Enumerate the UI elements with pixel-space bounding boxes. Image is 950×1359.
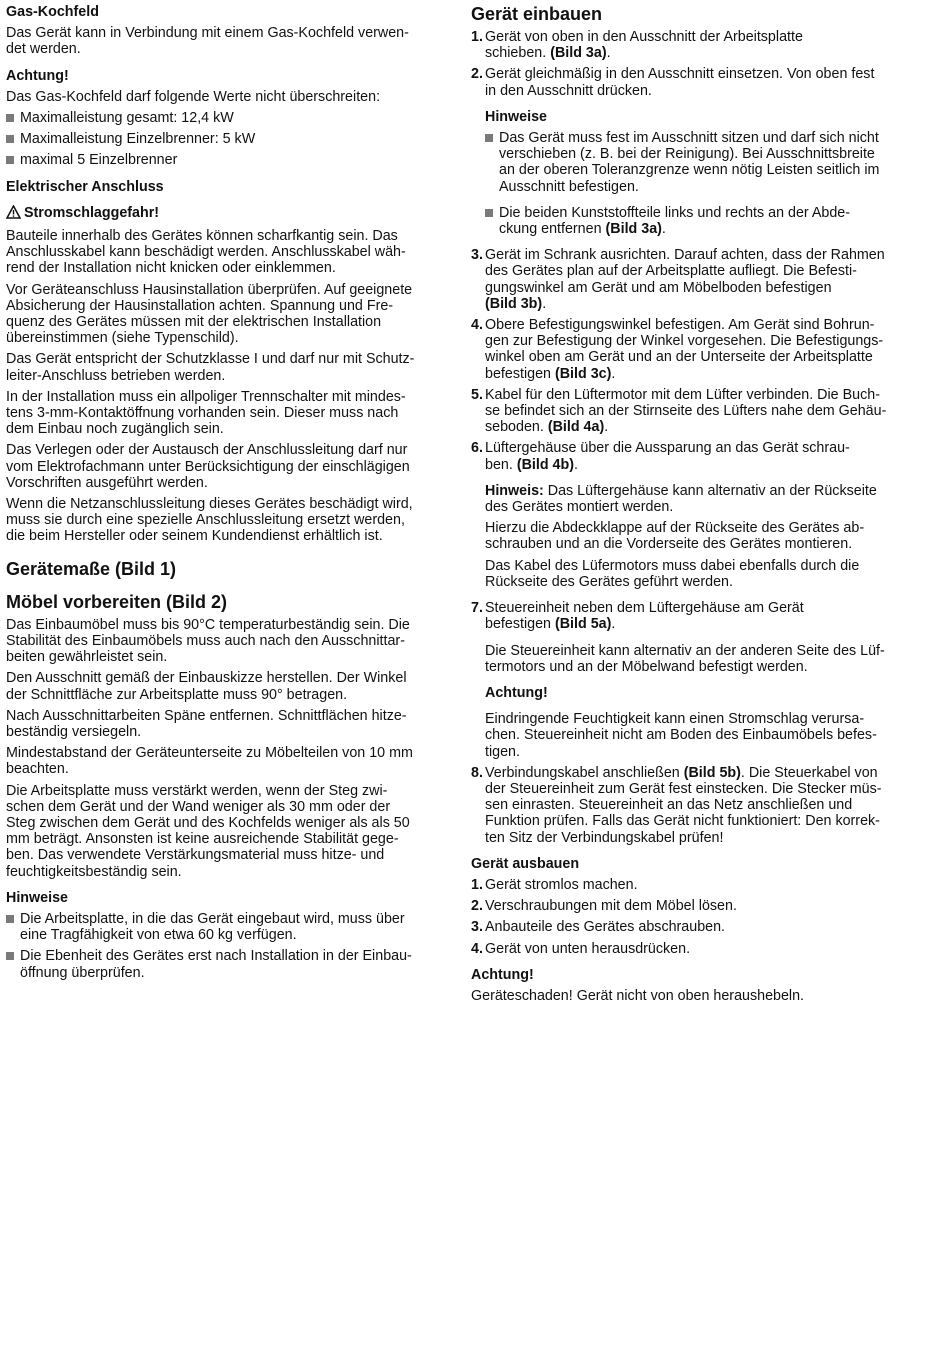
achtung-heading: Achtung! [6, 67, 69, 84]
line: Hierzu die Abdeckklappe auf der Rückseite des Gerätes ab- [485, 520, 865, 537]
remove-step [471, 898, 906, 914]
line: beiten gewährleistet sein. [6, 649, 168, 666]
step-6 [471, 440, 906, 472]
bullet-square-icon [6, 915, 14, 923]
figure-ref: (Bild 4a) [547, 419, 605, 436]
list-item-text: Maximalleistung gesamt: 12,4 kW [20, 110, 234, 127]
step-7-achtung: Achtung! [485, 684, 548, 701]
paragraph [6, 496, 444, 545]
line: Die beiden Kunststoffteile links und rechts an der Abde- [499, 204, 851, 221]
right-column [471, 4, 906, 1004]
line: Das Gerät muss fest im Ausschnitt sitzen und darf sich nicht [499, 130, 879, 147]
line: mm beträgt. Ansonsten ist keine ausreichende Stabilität gege- [6, 831, 399, 848]
line: feuchtigkeitsbeständig sein. [6, 863, 182, 880]
line: beständig versiegeln. [6, 723, 142, 740]
remove-heading: Gerät ausbauen [471, 855, 580, 872]
line: Absicherung der Hausinstallation achten. Spannung und Fre- [6, 297, 394, 314]
bullet-square-icon [6, 135, 14, 143]
bullet-square-icon [6, 156, 14, 164]
step-number: 5. [471, 386, 483, 403]
line: quenz des Gerätes müssen mit der elektrischen Installation [6, 314, 382, 331]
step-6-note-3 [471, 558, 906, 590]
line: Wenn die Netzanschlussleitung dieses Gerätes beschädigt wird, [6, 496, 413, 513]
line: übereinstimmen (siehe Typenschild). [6, 330, 239, 347]
step-6-note-2 [471, 520, 906, 552]
line: an der oberen Toleranzgrenze wenn nötig Leisten seitlich im [499, 162, 880, 179]
dims-heading: Gerätemaße (Bild 1) [6, 558, 177, 579]
hinweise-heading: Hinweise [6, 889, 68, 906]
step-number: 4. [471, 317, 483, 334]
list-item [6, 131, 444, 147]
line: Das Gerät entspricht der Schutzklasse I und darf nur mit Schutz- [6, 351, 415, 368]
step-text: Gerät stromlos machen. [485, 876, 638, 893]
step-number: 1. [471, 29, 483, 45]
bullet-square-icon [6, 114, 14, 122]
line: Das Kabel des Lüfermotors muss dabei ebenfalls durch die [485, 557, 860, 574]
line: Nach Ausschnittarbeiten Späne entfernen. Schnittflächen hitze- [6, 707, 407, 724]
line: Das Gerät kann in Verbindung mit einem Gas-Kochfeld verwen- [6, 25, 409, 42]
paragraph [6, 442, 444, 491]
list-item [6, 152, 444, 168]
line: der Schnittfläche zur Arbeitsplatte muss 90° betragen. [6, 686, 348, 703]
paragraph [6, 282, 444, 347]
line: Die Arbeitsplatte muss verstärkt werden, wenn der Steg zwi- [6, 782, 388, 799]
step-number: 3. [471, 247, 483, 264]
line: . [542, 295, 547, 312]
remove-step [471, 919, 906, 935]
line: befestigen [485, 365, 555, 382]
line: des Gerätes plan auf der Arbeitsplatte aufliegt. Die Befesti- [485, 263, 857, 280]
line: Bauteile innerhalb des Gerätes können scharfkantig sein. Das [6, 228, 398, 245]
step-number: 2. [471, 898, 483, 915]
step-2 [471, 66, 906, 98]
line: Ausschnitt befestigen. [499, 178, 639, 195]
gas-heading: Gas-Kochfeld [6, 4, 99, 20]
hinweis-label: Hinweis: [485, 482, 544, 499]
line: chen. Steuereinheit nicht am Boden des Einbaumöbels befes- [485, 727, 877, 744]
line: ten Sitz der Verbindungskabel prüfen! [485, 829, 724, 846]
paragraph [6, 389, 444, 438]
line: Kabel für den Lüftermotor mit dem Lüfter verbinden. Die Buch- [485, 386, 880, 403]
line: rend der Installation nicht knicken oder einklemmen. [6, 260, 336, 277]
bullet-square-icon [485, 134, 493, 142]
step-3 [471, 247, 906, 312]
line: Stabilität des Einbaumöbels muss auch nach den Ausschnittar- [6, 632, 405, 649]
line: Obere Befestigungswinkel befestigen. Am Gerät sind Bohrun- [485, 317, 875, 334]
figure-ref: (Bild 4b) [516, 456, 574, 473]
line: die beim Hersteller oder seinem Kundendienst erhältlich ist. [6, 528, 383, 545]
line: verschieben (z. B. bei der Reinigung). Bei Ausschnittsbreite [499, 146, 875, 163]
line: Das Verlegen oder der Austausch der Anschlussleitung darf nur [6, 442, 408, 459]
line: Steuereinheit neben dem Lüftergehäuse am Gerät [485, 600, 804, 617]
line: Das Einbaumöbel muss bis 90°C temperaturbeständig sein. Die [6, 616, 410, 633]
step-number: 2. [471, 66, 483, 83]
figure-ref: (Bild 3c) [554, 365, 612, 382]
line: des Gerätes montiert werden. [485, 499, 674, 516]
line: dem Einbau noch zugänglich sein. [6, 421, 224, 438]
remove-step [471, 941, 906, 957]
step-8 [471, 765, 906, 846]
line: beachten. [6, 761, 69, 778]
line: termotors und an der Möbelwand befestigt werden. [485, 658, 808, 675]
install-hinweis-1 [471, 130, 906, 195]
line: . Die Steuerkabel von [740, 764, 878, 781]
line: gen zur Befestigung der Winkel vorgesehen. Die Befestigungs- [485, 333, 884, 350]
step-number: 3. [471, 919, 483, 936]
paragraph [6, 783, 444, 880]
line: Die Steuereinheit kann alternativ an der anderen Seite des Lüf- [485, 642, 885, 659]
line: Verbindungskabel anschließen [485, 764, 684, 781]
furniture-heading: Möbel vorbereiten (Bild 2) [6, 591, 228, 612]
step-6-hinweis [471, 483, 906, 515]
line: Gerät gleichmäßig in den Ausschnitt einsetzen. Von oben fest [485, 66, 875, 83]
figure-ref: (Bild 3b) [485, 295, 543, 312]
paragraph [6, 617, 444, 666]
paragraph [6, 745, 444, 777]
line: Die Ebenheit des Gerätes erst nach Installation in der Einbau- [20, 948, 412, 965]
line: Vor Geräteanschluss Hausinstallation überprüfen. Auf geeignete [6, 281, 413, 298]
line: In der Installation muss ein allpoliger Trennschalter mit mindes- [6, 388, 406, 405]
warning-triangle-icon [6, 205, 21, 223]
figure-ref: (Bild 5b) [683, 764, 741, 781]
line: schrauben und an die Vorderseite des Gerätes montieren. [485, 536, 853, 553]
bullet-square-icon [485, 209, 493, 217]
figure-ref: (Bild 5a) [554, 616, 612, 633]
step-text: Verschraubungen mit dem Möbel lösen. [485, 898, 737, 915]
achtung-final: Achtung! [471, 966, 534, 983]
line: eine Tragfähigkeit von etwa 60 kg verfügen. [20, 927, 297, 944]
paragraph [6, 708, 444, 740]
line: der Steuereinheit zum Gerät fest einstecken. Die Stecker müs- [485, 780, 882, 797]
step-text: Anbauteile des Gerätes abschrauben. [485, 919, 726, 936]
line: schen dem Gerät und der Wand weniger als 30 mm oder der [6, 798, 391, 815]
line: befestigen [485, 616, 555, 633]
line: winkel oben am Gerät und an der Unterseite der Arbeitsplatte [485, 349, 873, 366]
furniture-paragraphs [6, 617, 444, 880]
line: tigen. [485, 743, 520, 760]
line: in den Ausschnitt drücken. [485, 82, 652, 99]
line: tens 3-mm-Kontaktöffnung vorhanden sein. Dieser muss nach [6, 405, 399, 422]
line: Eindringende Feuchtigkeit kann einen Stromschlag verursa- [485, 711, 865, 728]
step-1 [471, 29, 906, 61]
remove-steps-list [471, 877, 906, 957]
line: schieben. [485, 45, 551, 62]
line: seboden. [485, 419, 548, 436]
line: Den Ausschnitt gemäß der Einbauskizze herstellen. Der Winkel [6, 670, 407, 687]
elec-paragraphs [6, 228, 444, 545]
step-number: 7. [471, 600, 483, 617]
line: ckung entfernen [499, 221, 606, 238]
step-7-warning-text [471, 711, 906, 760]
line: sen einrasten. Steuereinheit an das Netz anschließen und [485, 797, 853, 814]
line: . [611, 365, 616, 382]
line: . [661, 221, 666, 238]
step-7-note [471, 643, 906, 675]
list-item [6, 911, 444, 943]
list-item [6, 948, 444, 980]
line: Das Lüftergehäuse kann alternativ an der Rückseite [543, 482, 877, 499]
step-number: 1. [471, 876, 483, 893]
line: gungswinkel am Gerät und am Möbelboden befestigen [485, 279, 832, 296]
bullet-square-icon [6, 952, 14, 960]
paragraph [6, 670, 444, 702]
line: leiter-Anschluss betrieben werden. [6, 367, 226, 384]
shock-warning [6, 205, 444, 223]
install-hinweis-2 [471, 205, 906, 237]
step-5 [471, 387, 906, 436]
line: öffnung überprüfen. [20, 964, 145, 981]
step-4 [471, 317, 906, 382]
line: se befindet sich an der Stirnseite des Lüfters nahe dem Gehäu- [485, 403, 887, 420]
paragraph [6, 228, 444, 277]
remove-step [471, 877, 906, 893]
line: . [611, 616, 616, 633]
line: muss sie durch eine spezielle Anschlussleitung ersetzt werden, [6, 512, 405, 529]
line: Anschlusskabel kann beschädigt werden. Anschlusskabel wäh- [6, 244, 406, 261]
figure-ref: (Bild 3a) [605, 221, 662, 238]
line: ben. [485, 456, 517, 473]
line: . [606, 45, 611, 62]
list-item-text: maximal 5 Einzelbrenner [20, 152, 178, 169]
line: ben. Das verwendete Verstärkungsmaterial muss hitze- und [6, 847, 385, 864]
line: Funktion prüfen. Falls das Gerät nicht funktioniert: Den korrek- [485, 813, 880, 830]
figure-ref: (Bild 3a) [550, 45, 607, 62]
line: det werden. [6, 41, 81, 58]
line: Lüftergehäuse über die Aussparung an das Gerät schrau- [485, 440, 850, 457]
install-hinweise-heading: Hinweise [485, 108, 547, 125]
gas-limits-intro: Das Gas-Kochfeld darf folgende Werte nicht überschreiten: [6, 88, 381, 105]
shock-warning-text: Stromschlaggefahr! [24, 204, 160, 221]
line: . [604, 419, 609, 436]
line: Mindestabstand der Geräteunterseite zu Möbelteilen von 10 mm [6, 745, 413, 762]
list-item-text: Maximalleistung Einzelbrenner: 5 kW [20, 131, 256, 148]
step-number: 8. [471, 764, 483, 781]
step-7 [471, 600, 906, 632]
list-item [6, 110, 444, 126]
gas-limits-list [6, 110, 444, 169]
line: Vorschriften ausgeführt werden. [6, 474, 208, 491]
step-number: 4. [471, 940, 483, 957]
install-heading: Gerät einbauen [471, 4, 603, 24]
paragraph [6, 351, 444, 383]
line: Gerät im Schrank ausrichten. Darauf achten, dass der Rahmen [485, 247, 885, 264]
hinweise-list [6, 911, 444, 981]
left-column [6, 4, 444, 981]
line: vom Elektrofachmann unter Berücksichtigung der einschlägigen [6, 458, 410, 475]
line: Rückseite des Gerätes geführt werden. [485, 573, 733, 590]
line: . [574, 456, 578, 473]
final-text: Geräteschaden! Gerät nicht von oben heraushebeln. [471, 987, 805, 1004]
line: Steg zwischen dem Gerät und des Kochfelds weniger als als 50 [6, 814, 410, 831]
step-text: Gerät von unten herausdrücken. [485, 940, 691, 957]
elec-heading: Elektrischer Anschluss [6, 178, 164, 195]
step-number: 6. [471, 440, 483, 457]
gas-paragraph [6, 25, 444, 57]
line: Die Arbeitsplatte, in die das Gerät eingebaut wird, muss über [20, 910, 405, 927]
line: Gerät von oben in den Ausschnitt der Arbeitsplatte [485, 29, 803, 45]
